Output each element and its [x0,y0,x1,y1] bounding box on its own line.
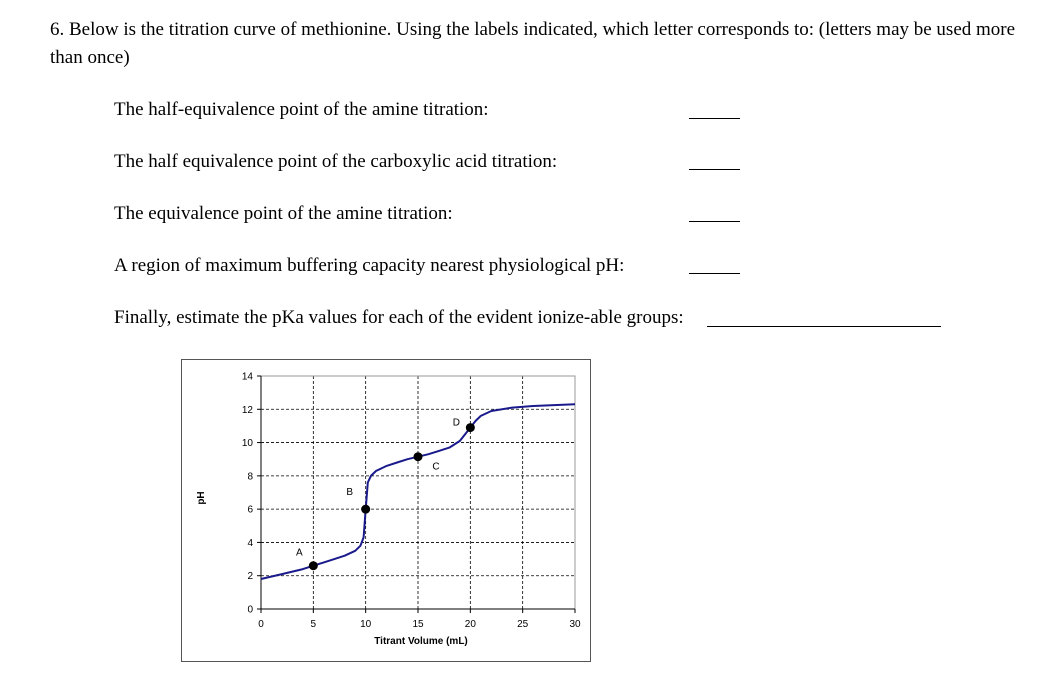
data-point-c [414,452,423,461]
data-point-d [466,423,475,432]
question-intro: 6. Below is the titration curve of methionine. Using the labels indicated, which letter corresponds to: (letters may be used more than once) [50,19,1016,68]
answer-blank-4[interactable] [689,273,740,274]
chart-gridlines [261,376,575,609]
data-point-b [361,505,370,514]
y-tick-label: 8 [247,471,253,483]
x-tick-label: 30 [569,619,581,630]
x-tick-label: 20 [464,619,476,630]
chart-tick-labels [242,372,581,631]
point-label-a: A [295,547,303,559]
question-item-3: The equivalence point of the amine titration: [114,203,453,224]
y-tick-label: 2 [247,571,253,583]
point-label-b: B [346,487,354,499]
y-tick-label: 6 [247,504,253,516]
x-axis-label: Titrant Volume (mL) [374,636,468,647]
answer-blank-3[interactable] [689,221,740,222]
titration-chart-svg [182,360,590,661]
x-tick-label: 10 [360,619,372,630]
question-item-4: A region of maximum buffering capacity nearest physiological pH: [114,255,625,276]
chart-points [296,418,475,571]
x-tick-label: 0 [258,619,264,630]
y-tick-label: 0 [247,604,253,616]
titration-chart [181,359,591,662]
y-tick-label: 4 [247,537,253,549]
answer-blank-1[interactable] [689,118,740,119]
data-point-a [309,561,318,570]
x-tick-label: 5 [310,619,317,630]
y-axis-label: pH [196,491,207,505]
question-item-2: The half equivalence point of the carboxylic acid titration: [114,151,558,172]
point-label-d: D [452,417,460,429]
x-tick-label: 15 [412,619,424,630]
question-item-5: Finally, estimate the pKa values for each of the evident ionize-able groups: [114,307,684,328]
y-tick-label: 10 [241,438,253,450]
y-tick-label: 12 [241,404,253,416]
point-label-c: C [432,461,440,473]
question-item-1: The half-equivalence point of the amine titration: [114,99,489,120]
y-tick-label: 14 [241,371,253,383]
chart-axes [257,376,575,613]
answer-blank-2[interactable] [689,169,740,170]
x-tick-label: 25 [517,619,529,630]
answer-blank-5[interactable] [707,326,941,327]
